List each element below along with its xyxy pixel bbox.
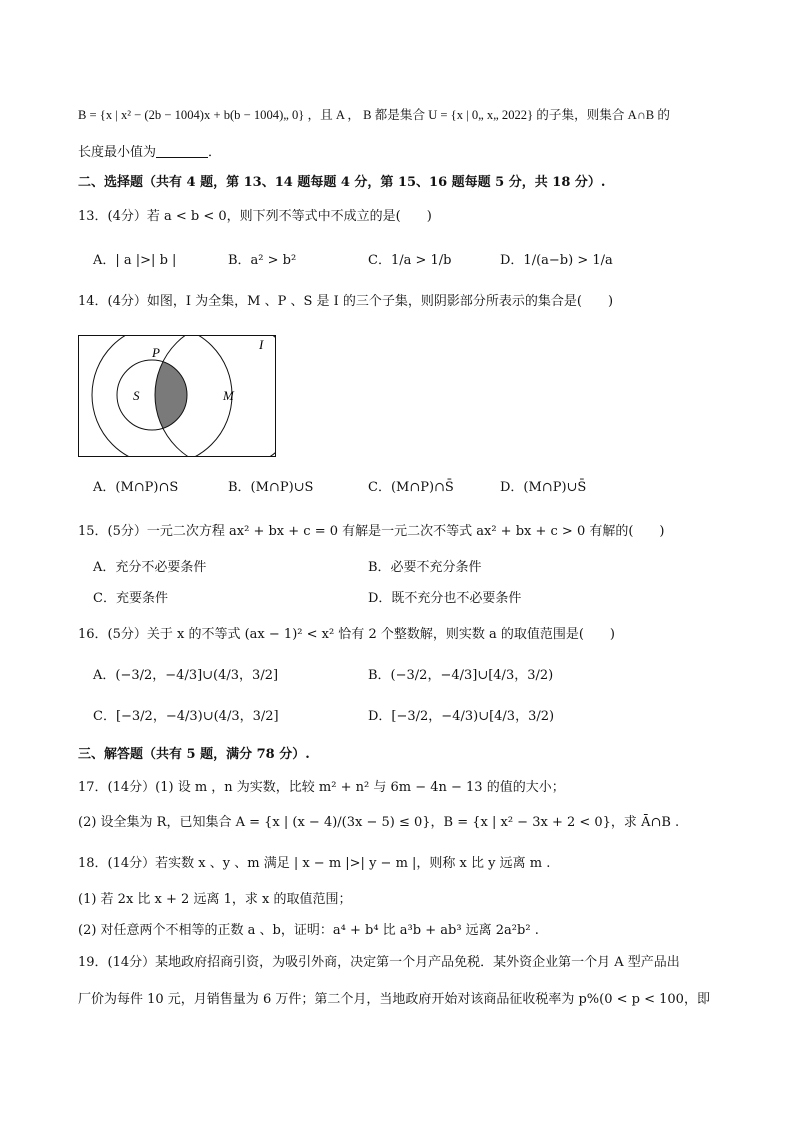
venn-diagram xyxy=(78,335,276,457)
q12-line1: B = {x | x² − (2b − 1004)x + b(b − 1004)„ 0} ，且 A ， B 都是集合 U = {x | 0„ x„ 2022} 的子集，则集合 A∩B 的 xyxy=(78,108,670,122)
label-s: S xyxy=(133,388,140,403)
q18-line3: (2) 对任意两个不相等的正数 a 、b，证明：a⁴ + b⁴ 比 a³b + ab³ 远离 2a²b² . xyxy=(78,923,539,938)
q16-option-b: B．(−3/2，−4/3]∪[4/3，3/2) xyxy=(368,668,554,683)
label-i: I xyxy=(259,337,264,352)
answer-blank xyxy=(156,143,208,158)
q12-line2-end: ． xyxy=(208,145,222,160)
q19-line1: 19．(14分）某地政府招商引资，为吸引外商，决定第一个月产品免税．某外资企业第一个月 A 型产品出 xyxy=(78,955,680,970)
q15-option-c: C．充要条件 xyxy=(93,591,168,606)
q16-option-a: A．(−3/2，−4/3]∪(4/3，3/2] xyxy=(93,668,279,683)
q14-option-d: D．(M∩P)∪S̄ xyxy=(500,480,587,495)
section2-heading: 二、选择题（共有 4 题，第 13、14 题每题 4 分，第 15、16 题每题 5 分，共 18 分）. xyxy=(78,175,606,190)
shaded-region xyxy=(155,335,276,457)
section3-heading: 三、解答题（共有 5 题，满分 78 分）. xyxy=(78,747,310,762)
q17-line1: 17．(14分）(1) 设 m ，n 为实数，比较 m² + n² 与 6m − 4n − 13 的值的大小； xyxy=(78,780,565,795)
q15-option-a: A．充分不必要条件 xyxy=(93,560,207,575)
q12-line2-text: 长度最小值为 xyxy=(78,145,157,160)
q17-line2: (2) 设全集为 R，已知集合 A = {x | (x − 4)/(3x − 5) ≤ 0}，B = {x | x² − 3x + 2 < 0}，求 Ā∩B . xyxy=(78,815,680,830)
label-p: P xyxy=(152,345,160,360)
q18-line2: (1) 若 2x 比 x + 2 远离 1，求 x 的取值范围； xyxy=(78,892,352,907)
q13-stem: 13．(4分）若 a < b < 0，则下列不等式中不成立的是( ) xyxy=(78,209,432,224)
label-m: M xyxy=(223,388,234,403)
q14-stem: 14．(4分）如图，I 为全集，M 、P 、S 是 I 的三个子集，则阴影部分所表示的集合是( ) xyxy=(78,294,614,309)
q16-stem: 16．(5分）关于 x 的不等式 (ax − 1)² < x² 恰有 2 个整数解，则实数 a 的取值范围是( ) xyxy=(78,627,616,642)
q16-option-d: D．[−3/2，−4/3)∪[4/3，3/2) xyxy=(368,709,555,724)
q15-stem: 15．(5分）一元二次方程 ax² + bx + c = 0 有解是一元二次不等式 ax² + bx + c > 0 有解的( ) xyxy=(78,524,665,539)
q12-line2 xyxy=(78,143,221,163)
q13-option-a: A．| a |>| b | xyxy=(93,253,177,268)
q13-option-d: D．1/(a−b) > 1/a xyxy=(500,253,613,268)
q18-line1: 18．(14分）若实数 x 、y 、m 满足 | x − m |>| y − m |，则称 x 比 y 远离 m . xyxy=(78,856,551,871)
q13-option-c: C．1/a > 1/b xyxy=(368,253,452,268)
q14-option-b: B．(M∩P)∪S xyxy=(228,480,314,495)
q15-option-b: B．必要不充分条件 xyxy=(368,560,482,575)
q13-option-b: B．a² > b² xyxy=(228,253,297,268)
q15-option-d: D．既不充分也不必要条件 xyxy=(368,591,522,606)
q19-line2: 厂价为每件 10 元，月销售量为 6 万件；第二个月，当地政府开始对该商品征收税率为 p%(0 < p < 100，即 xyxy=(78,992,710,1007)
q14-option-c: C．(M∩P)∩S̄ xyxy=(368,480,454,495)
q16-option-c: C．[−3/2，−4/3)∪(4/3，3/2] xyxy=(93,709,279,724)
q14-option-a: A．(M∩P)∩S xyxy=(93,480,179,495)
